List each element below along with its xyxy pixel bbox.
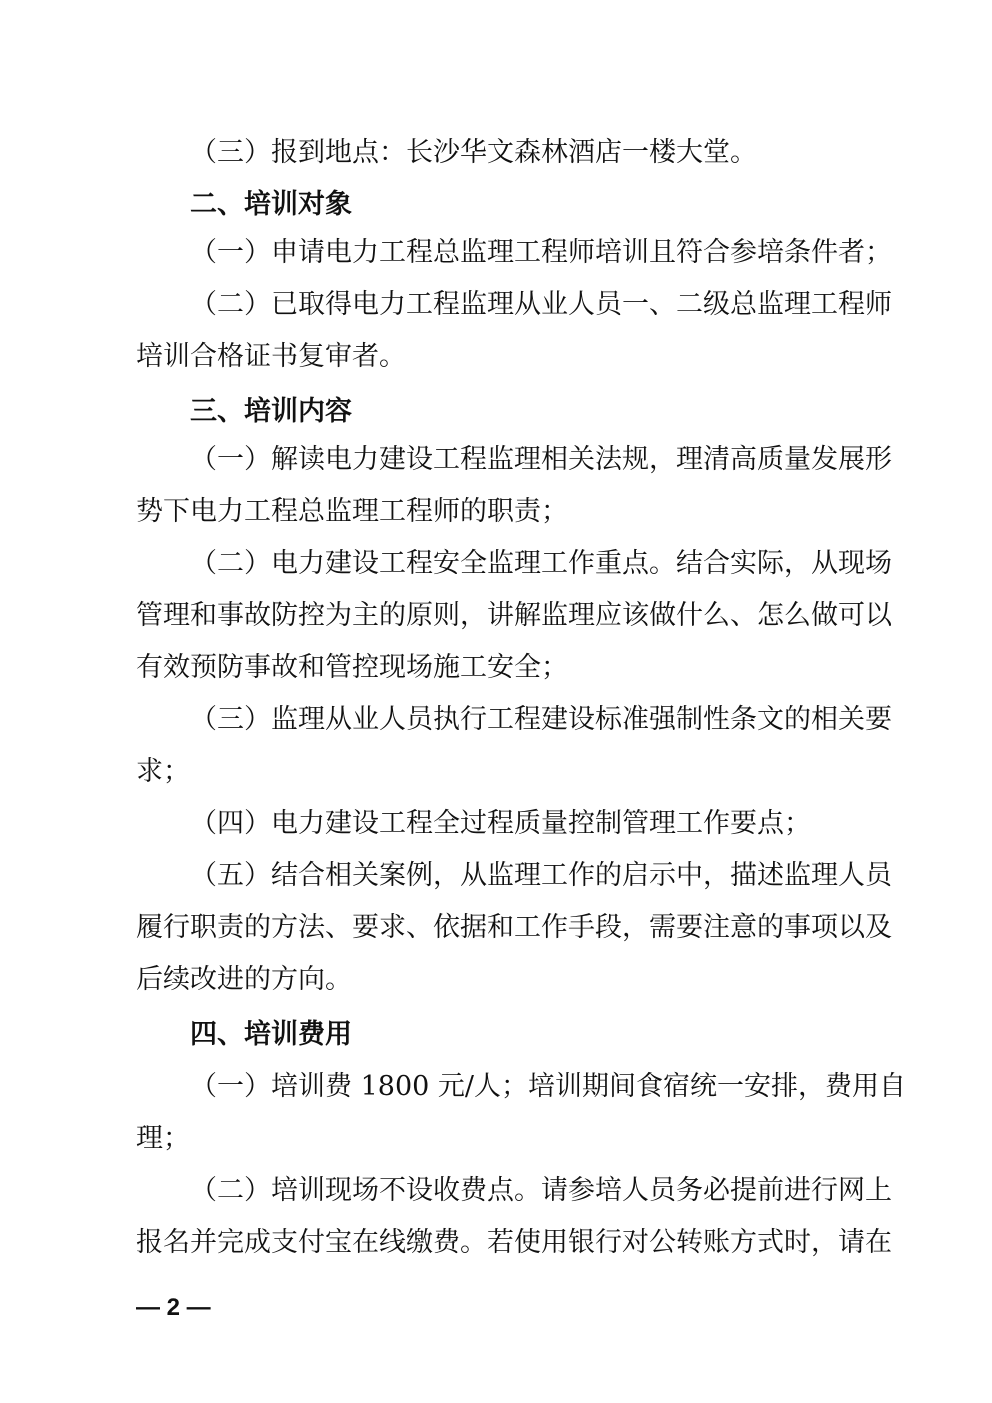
paragraph-line-fee-1-cont: 理； (136, 1123, 190, 1154)
paragraph-line-content-3-cont: 求； (136, 756, 190, 787)
paragraph-line-content-2-cont-2: 有效预防事故和管控现场施工安全； (136, 652, 568, 683)
paragraph-line-target-2-cont: 培训合格证书复审者。 (136, 341, 406, 372)
paragraph-line-content-4: （四）电力建设工程全过程质量控制管理工作要点； (190, 808, 811, 839)
paragraph-line-fee-2: （二）培训现场不设收费点。请参培人员务必提前进行网上 (190, 1175, 892, 1206)
paragraph-line-content-2: （二）电力建设工程安全监理工作重点。结合实际，从现场 (190, 548, 892, 579)
paragraph-line-content-2-cont-1: 管理和事故防控为主的原则，讲解监理应该做什么、怎么做可以 (136, 600, 892, 631)
section-heading-training-target: 二、培训对象 (190, 189, 352, 220)
paragraph-line-content-5-cont-1: 履行职责的方法、要求、依据和工作手段，需要注意的事项以及 (136, 912, 892, 943)
paragraph-line-fee-1: （一）培训费 1800 元/人；培训期间食宿统一安排，费用自 (190, 1071, 906, 1102)
paragraph-line-content-5: （五）结合相关案例，从监理工作的启示中，描述监理人员 (190, 860, 892, 891)
paragraph-line-report-location: （三）报到地点：长沙华文森林酒店一楼大堂。 (190, 137, 757, 168)
paragraph-line-content-1-cont: 势下电力工程总监理工程师的职责； (136, 496, 568, 527)
paragraph-line-target-1: （一）申请电力工程总监理工程师培训且符合参培条件者； (190, 237, 892, 268)
paragraph-line-content-1: （一）解读电力建设工程监理相关法规，理清高质量发展形 (190, 444, 892, 475)
section-heading-training-fee: 四、培训费用 (190, 1019, 352, 1050)
section-heading-training-content: 三、培训内容 (190, 396, 352, 427)
paragraph-line-content-5-cont-2: 后续改进的方向。 (136, 964, 352, 995)
paragraph-line-content-3: （三）监理从业人员执行工程建设标准强制性条文的相关要 (190, 704, 892, 735)
paragraph-line-target-2: （二）已取得电力工程监理从业人员一、二级总监理工程师 (190, 289, 892, 320)
page-number: — 2 — (136, 1294, 211, 1321)
paragraph-line-fee-2-cont: 报名并完成支付宝在线缴费。若使用银行对公转账方式时，请在 (136, 1227, 892, 1258)
